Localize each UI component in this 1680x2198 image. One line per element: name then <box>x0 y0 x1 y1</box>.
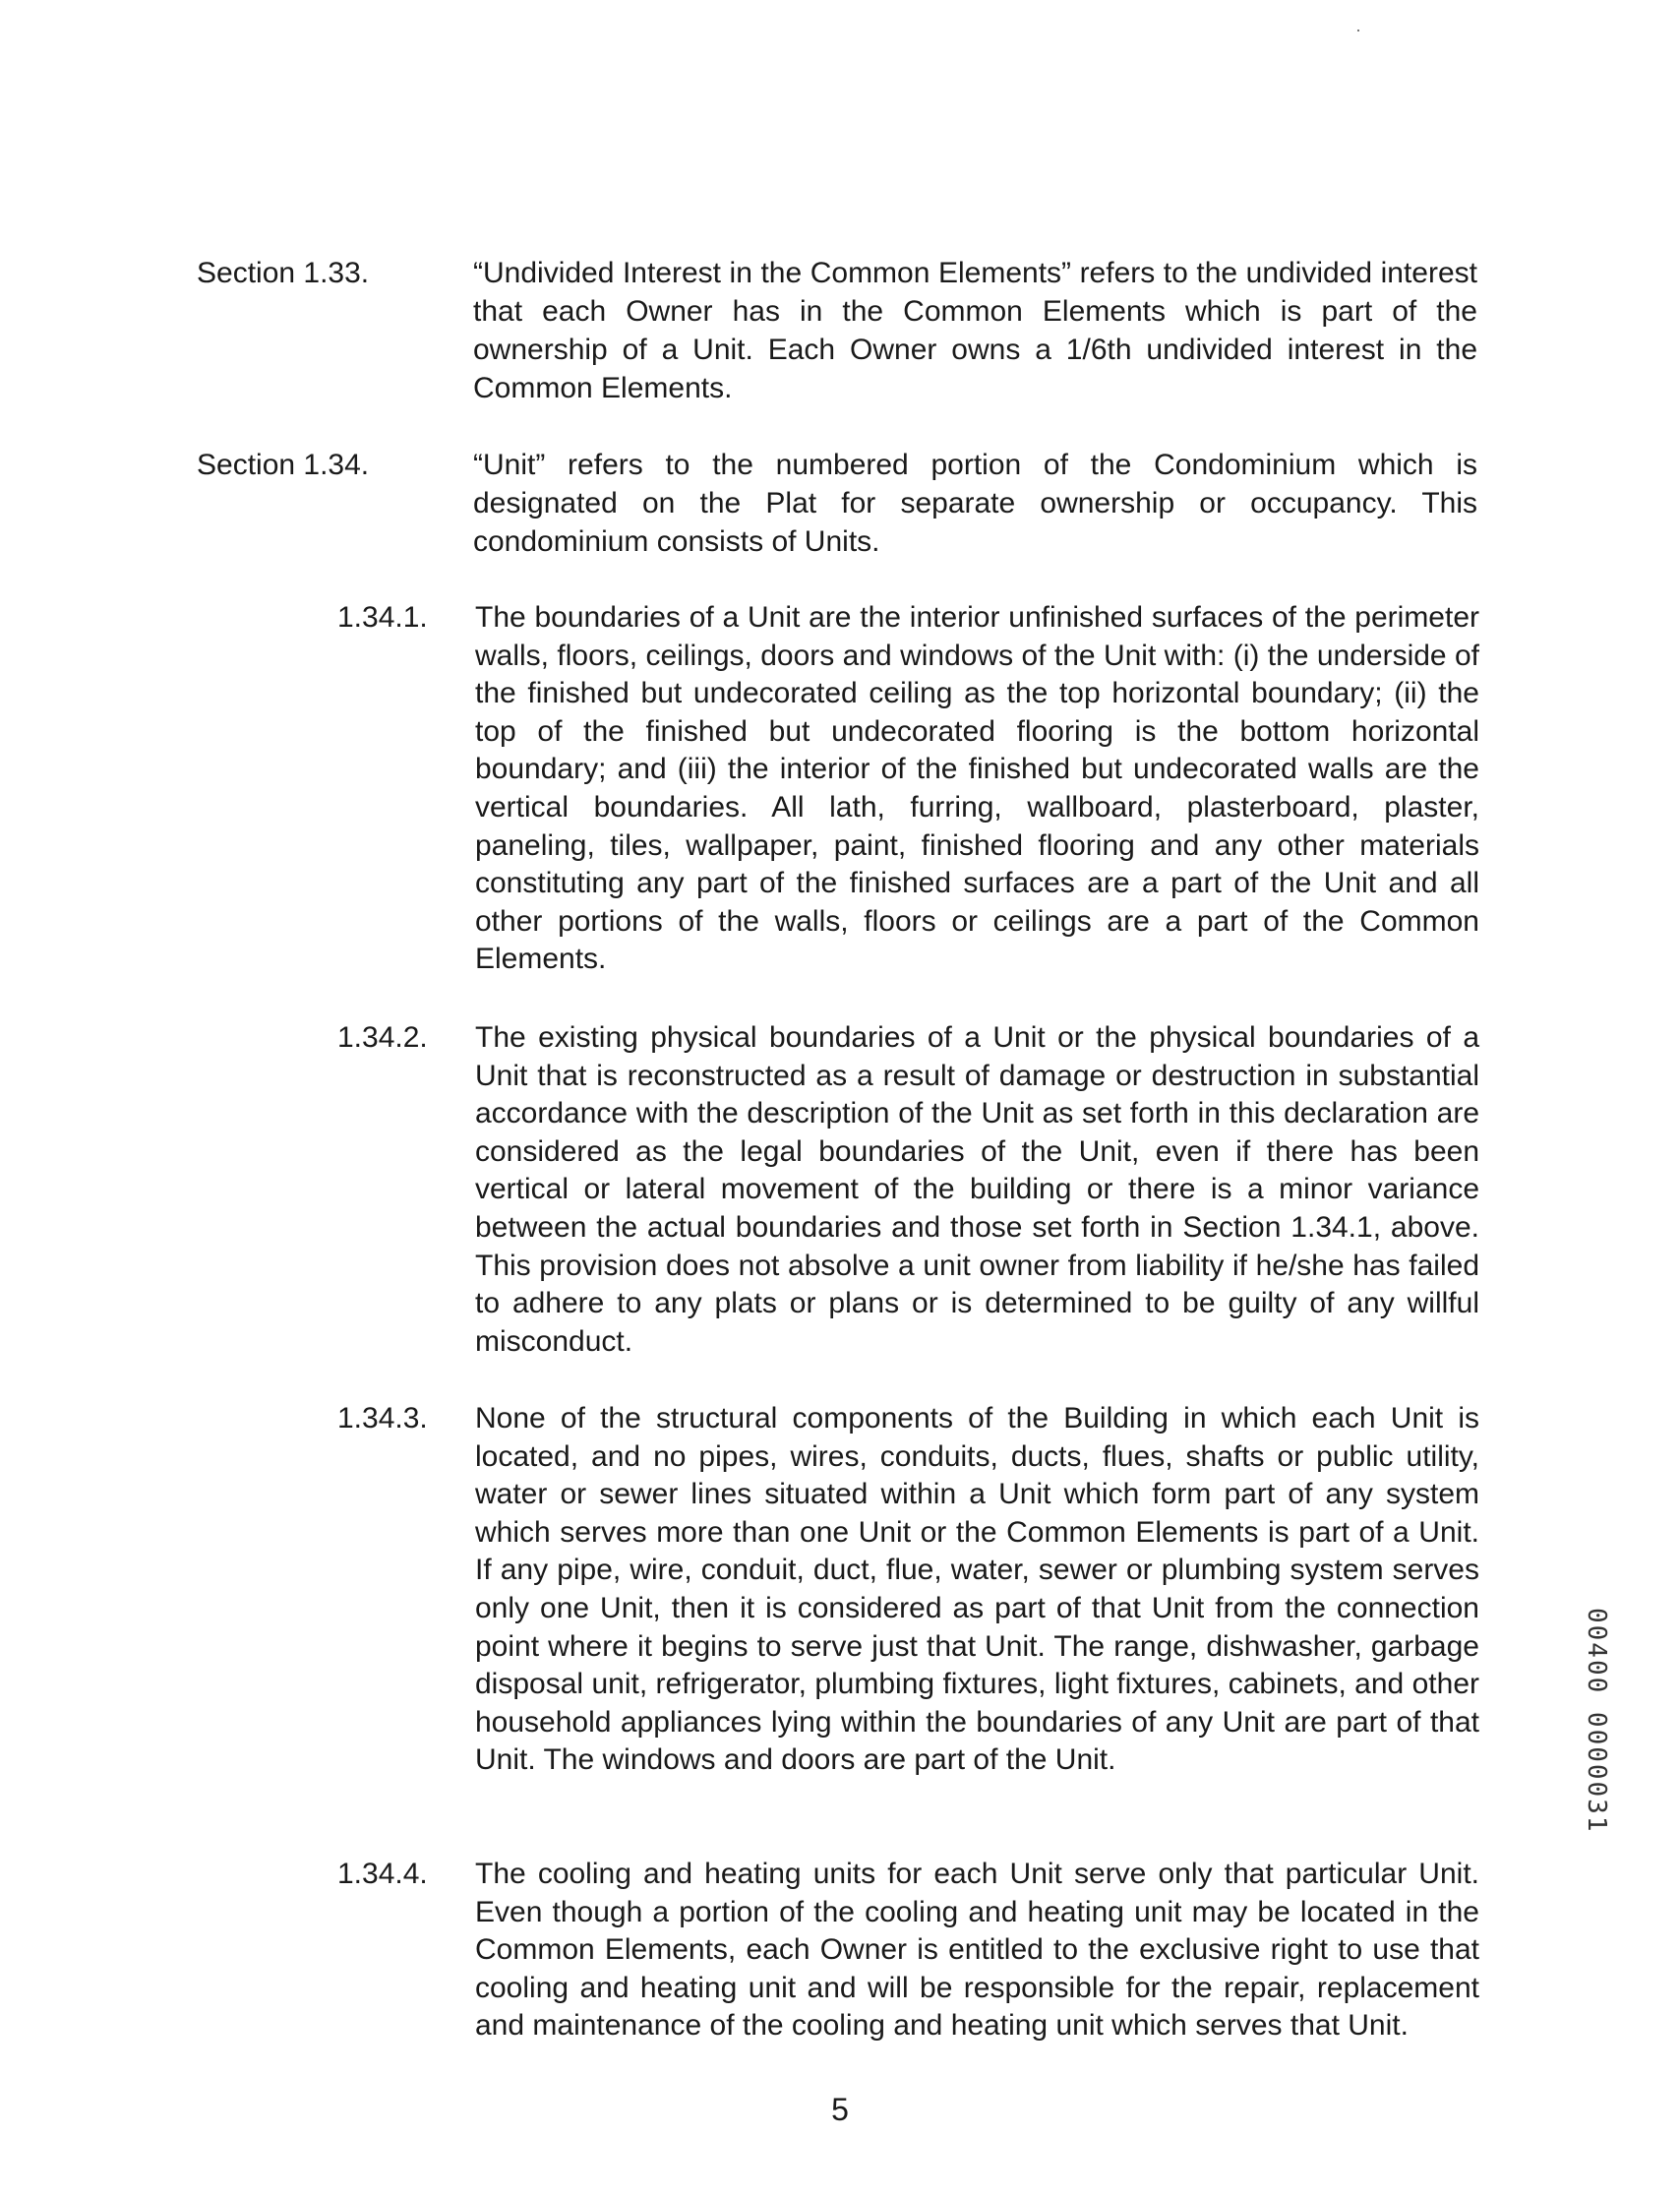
subsection-label: 1.34.1. <box>337 601 428 634</box>
subsection-text: The boundaries of a Unit are the interior unfinished surfaces of the perimeter walls, floors, ceilings, doors and windows of the Unit with: (i) the underside of the finished but undecorated ceiling as the top horizontal boundary; (ii) the top of the finished but undecorated flooring is the bottom horizontal boundary; and (iii) the interior of the finished but undecorated walls are the vertical boundaries. All lath, furring, wallboard, plasterboard, plaster, paneling, tiles, wallpaper, paint, finished flooring and any other materials constituting any part of the finished surfaces are a part of the Unit and all other portions of the walls, floors or ceilings are a part of the Common Elements. <box>475 601 1479 976</box>
subsection-text: The existing physical boundaries of a Unit or the physical boundaries of a Unit that is reconstructed as a result of damage or destruction in substantial accordance with the description of the Unit as set forth in this declaration are considered as the legal boundaries of the Unit, even if there has been vertical or lateral movement of the building or there is a minor variance between the actual boundaries and those set forth in Section 1.34.1, above. This provision does not absolve a unit owner from liability if he/she has failed to adhere to any plats or plans or is determined to be guilty of any willful misconduct. <box>475 1021 1479 1358</box>
subsection-label: 1.34.2. <box>337 1021 428 1054</box>
subsection-label: 1.34.3. <box>337 1402 428 1435</box>
subsection-label: 1.34.4. <box>337 1858 428 1890</box>
section-label: Section 1.34. <box>197 449 370 481</box>
page-number: 5 <box>831 2092 849 2127</box>
section-text: “Unit” refers to the numbered portion of the Condominium which is designated on the Plat for separate ownership or occupancy. This condominium consists of Units. <box>473 449 1477 558</box>
subsection-text: None of the structural components of the Building in which each Unit is located, and no pipes, wires, conduits, ducts, flues, shafts or public utility, water or sewer lines situated within a Unit which form part of any system which serves more than one Unit or the Common Elements is part of a Unit. If any pipe, wire, conduit, duct, flue, water, sewer or plumbing system serves only one Unit, then it is considered as part of that Unit from the connection point where it begins to serve just that Unit. The range, dishwasher, garbage disposal unit, refrigerator, plumbing fixtures, light fixtures, cabinets, and other household appliances lying within the boundaries of any Unit are part of that Unit. The windows and doors are part of the Unit. <box>475 1402 1479 1777</box>
side-stamp: 00400 0000031 <box>1582 1608 1611 1834</box>
section-text: “Undivided Interest in the Common Elements” refers to the undivided interest that each Owner has in the Common Elements which is part of the ownership of a Unit. Each Owner owns a 1/6th undivided interest in the Common Elements. <box>473 257 1477 404</box>
subsection-text: The cooling and heating units for each Unit serve only that particular Unit. Even though a portion of the cooling and heating unit may be located in the Common Elements, each Owner is entitled to the exclusive right to use that cooling and heating unit and will be responsible for the repair, replacement and maintenance of the cooling and heating unit which serves that Unit. <box>475 1858 1479 2043</box>
section-label: Section 1.33. <box>197 257 370 289</box>
scan-speck <box>1357 30 1359 31</box>
